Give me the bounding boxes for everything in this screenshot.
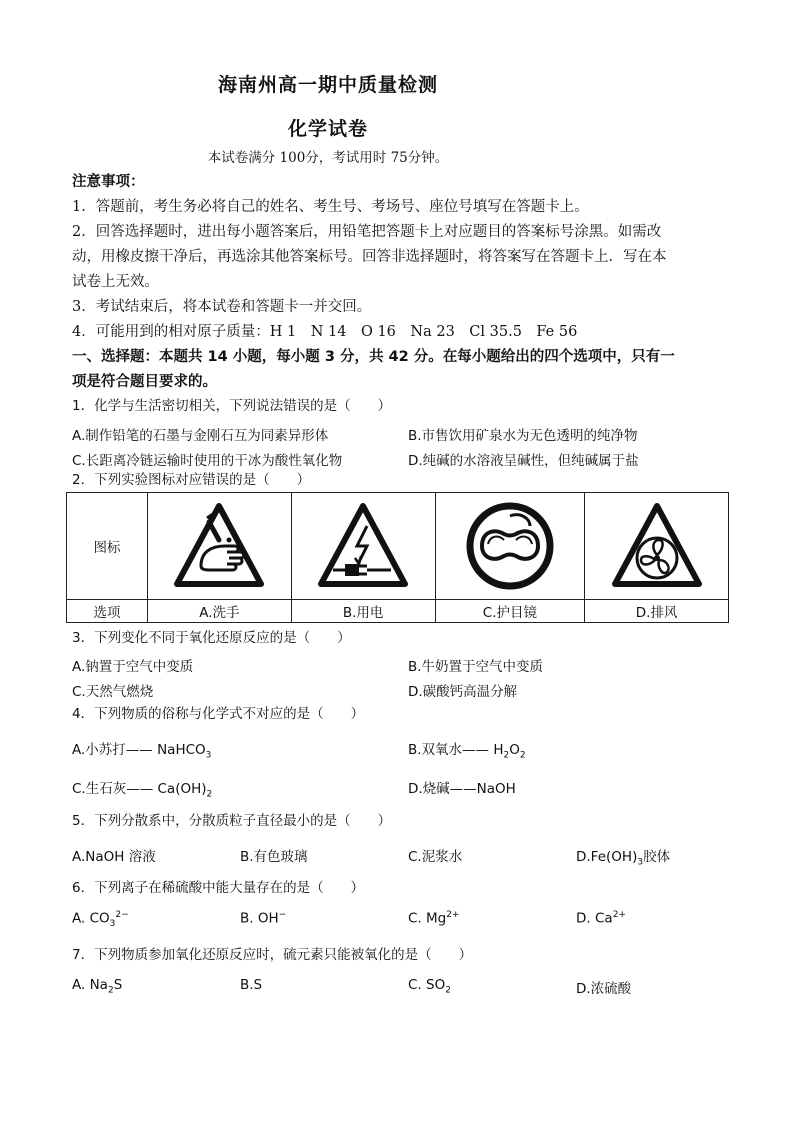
subscript: 2: [445, 985, 451, 996]
question-stem: 3．下列变化不同于氧化还原反应的是（ ）: [72, 630, 351, 646]
electric-plug-icon: [291, 493, 435, 600]
option-a[interactable]: A.制作铅笔的石墨与金刚石互为同素异形体: [72, 428, 329, 444]
table-header-icon: 图标: [67, 493, 148, 600]
option-b[interactable]: [408, 738, 526, 761]
section-heading: 项是符合题目要求的。: [72, 374, 217, 390]
option-a[interactable]: [72, 738, 211, 761]
section-heading: 一、选择题：本题共 14 小题，每小题 3 分，共 42 分。在每小题给出的四个选项中，只有一: [72, 349, 675, 365]
option-d[interactable]: D.碳酸钙高温分解: [408, 684, 518, 700]
option-d[interactable]: D.浓硫酸: [576, 981, 632, 997]
option-c[interactable]: C.长距离冷链运输时使用的干冰为酸性氧化物: [72, 453, 343, 469]
option-c[interactable]: C.护目镜: [435, 600, 585, 623]
notice-item: 2．回答选择题时，进出每小题答案后，用铅笔把答题卡上对应题目的答案标号涂黑。如需改: [72, 224, 662, 240]
option-text: B. OH: [240, 910, 279, 927]
option-b[interactable]: B.用电: [291, 600, 435, 623]
option-text: 胶体: [643, 849, 671, 865]
option-b[interactable]: [240, 910, 286, 927]
option-c[interactable]: C.天然气燃烧: [72, 684, 154, 700]
superscript: 2+: [446, 910, 460, 920]
option-text: A. CO: [72, 910, 110, 927]
option-b[interactable]: B.有色玻璃: [240, 849, 308, 865]
superscript: −: [278, 910, 287, 920]
option-c[interactable]: [72, 777, 212, 800]
fan-icon: [585, 493, 729, 600]
goggles-icon: [435, 493, 585, 600]
option-text: C.生石灰—— Ca(OH): [72, 781, 207, 797]
option-d[interactable]: D.烧碱——NaOH: [408, 781, 516, 797]
option-c[interactable]: [408, 910, 460, 927]
option-b[interactable]: B.S: [240, 977, 263, 993]
option-d[interactable]: [576, 910, 626, 927]
exam-title: 海南州高一期中质量检测: [217, 74, 438, 96]
subscript: 2: [503, 750, 510, 761]
question-stem: 2．下列实验图标对应错误的是（ ）: [72, 472, 311, 488]
option-c[interactable]: C.泥浆水: [408, 849, 463, 865]
question-stem: 5．下列分散系中，分散质粒子直径最小的是（ ）: [72, 813, 392, 829]
superscript: 2−: [115, 910, 129, 920]
exam-subject: 化学试卷: [287, 118, 368, 140]
notice-item: 3．考试结束后，将本试卷和答题卡一并交回。: [72, 299, 372, 315]
subscript: 3: [109, 919, 116, 930]
option-text: D. Ca: [576, 910, 613, 927]
option-text: S: [113, 977, 123, 993]
superscript: 2+: [612, 910, 626, 920]
subscript: 3: [205, 750, 212, 761]
option-a[interactable]: A.NaOH 溶液: [72, 849, 156, 865]
hand-wash-icon: [148, 493, 292, 600]
question-stem: 4．下列物质的俗称与化学式不对应的是（ ）: [72, 706, 365, 722]
option-text: D.Fe(OH): [576, 849, 638, 865]
subscript: 2: [107, 985, 114, 996]
option-text: O: [509, 742, 520, 758]
option-a[interactable]: [72, 977, 122, 996]
option-a[interactable]: [72, 910, 129, 929]
table-header-option: 选项: [67, 600, 148, 623]
option-d[interactable]: [576, 845, 670, 868]
option-d[interactable]: D.排风: [585, 600, 729, 623]
notice-item: 动，用橡皮擦干净后，再选涂其他答案标号。回答非选择题时，将答案写在答题卡上．写在本: [72, 249, 667, 265]
subscript: 2: [519, 750, 526, 761]
option-a[interactable]: A.洗手: [148, 600, 292, 623]
notice-item: 试卷上无效。: [72, 274, 159, 290]
option-text: A.小苏打—— NaHCO: [72, 742, 206, 758]
notice-item: 4．可能用到的相对原子质量：H 1 N 14 O 16 Na 23 Cl 35.5 Fe 56: [72, 324, 578, 340]
option-c[interactable]: [408, 977, 451, 996]
option-text: B.双氧水—— H: [408, 742, 504, 758]
option-a[interactable]: A.钠置于空气中变质: [72, 659, 194, 675]
option-text: C. SO: [408, 977, 446, 993]
exam-subtitle: 本试卷满分 100分，考试用时 75分钟。: [207, 150, 449, 166]
notice-item: 1．答题前，考生务必将自己的姓名、考生号、考场号、座位号填写在答题卡上。: [72, 199, 589, 215]
subscript: 3: [637, 857, 644, 868]
option-text: A. Na: [72, 977, 108, 993]
notice-heading: 注意事项：: [72, 174, 145, 190]
option-b[interactable]: B.牛奶置于空气中变质: [408, 659, 544, 675]
option-text: C. Mg: [408, 910, 447, 927]
option-b[interactable]: B.市售饮用矿泉水为无色透明的纯净物: [408, 428, 638, 444]
subscript: 2: [206, 789, 213, 800]
question-stem: 7．下列物质参加氧化还原反应时，硫元素只能被氧化的是（ ）: [72, 947, 473, 963]
question-stem: 6．下列离子在稀硫酸中能大量存在的是（ ）: [72, 880, 365, 896]
lab-icon-table: [66, 492, 729, 623]
option-d[interactable]: D.纯碱的水溶液呈碱性，但纯碱属于盐: [408, 453, 639, 469]
question-stem: 1．化学与生活密切相关，下列说法错误的是（ ）: [72, 398, 392, 414]
